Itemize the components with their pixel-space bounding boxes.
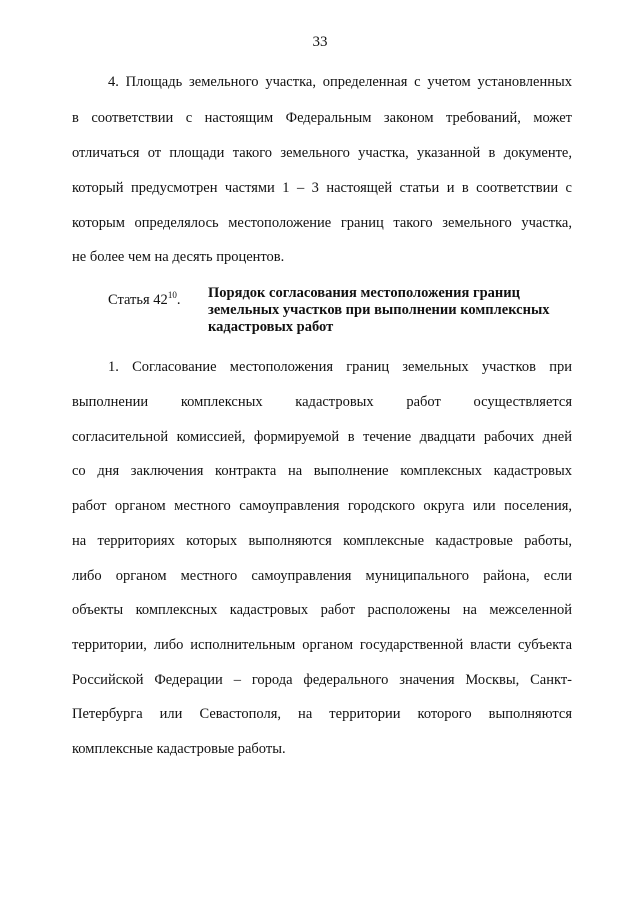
paragraph-4-line: в соответствии с настоящим Федеральным законом требований, может (72, 110, 572, 126)
paragraph-1-line: 1. Согласование местоположения границ земельных участков при (108, 359, 572, 375)
paragraph-1-line: выполнении комплексных кадастровых работ осуществляется (72, 394, 572, 410)
paragraph-1-line: территории, либо исполнительным органом государственной власти субъекта (72, 637, 572, 653)
paragraph-4-line: 4. Площадь земельного участка, определенная с учетом установленных (108, 74, 572, 90)
paragraph-1-line: Петербурга или Севастополя, на территории которого выполняются (72, 706, 572, 722)
article-title-line: Порядок согласования местоположения границ (208, 285, 520, 301)
paragraph-1-line: Российской Федерации – города федерального значения Москвы, Санкт- (72, 672, 572, 688)
paragraph-4-line: который предусмотрен частями 1 – 3 настоящей статьи и в соответствии с (72, 180, 572, 196)
article-label (108, 285, 180, 310)
paragraph-1-line: работ органом местного самоуправления городского округа или поселения, (72, 498, 572, 514)
paragraph-1-line: комплексные кадастровые работы. (72, 741, 286, 757)
article-label-superscript: 10 (167, 290, 177, 300)
paragraph-4-line: отличаться от площади такого земельного участка, указанной в документе, (72, 145, 572, 161)
article-title-line: земельных участков при выполнении комплексных (208, 302, 550, 318)
paragraph-1-line: на территориях которых выполняются комплексные кадастровые работы, (72, 533, 572, 549)
paragraph-1-line: согласительной комиссией, формируемой в течение двадцати рабочих дней (72, 429, 572, 445)
page-number: 33 (312, 34, 328, 50)
paragraph-1-line: со дня заключения контракта на выполнение комплексных кадастровых (72, 463, 572, 479)
article-label-suffix: . (176, 292, 181, 308)
paragraph-1-line: объекты комплексных кадастровых работ расположены на межселенной (72, 602, 572, 618)
article-title-line: кадастровых работ (208, 319, 334, 335)
paragraph-4-line: которым определялось местоположение границ такого земельного участка, (72, 215, 572, 231)
article-label-text: Статья 42 (108, 292, 168, 308)
paragraph-4-line: не более чем на десять процентов. (72, 249, 285, 265)
article-title (208, 285, 578, 336)
paragraph-1-line: либо органом местного самоуправления муниципального района, если (72, 568, 572, 584)
